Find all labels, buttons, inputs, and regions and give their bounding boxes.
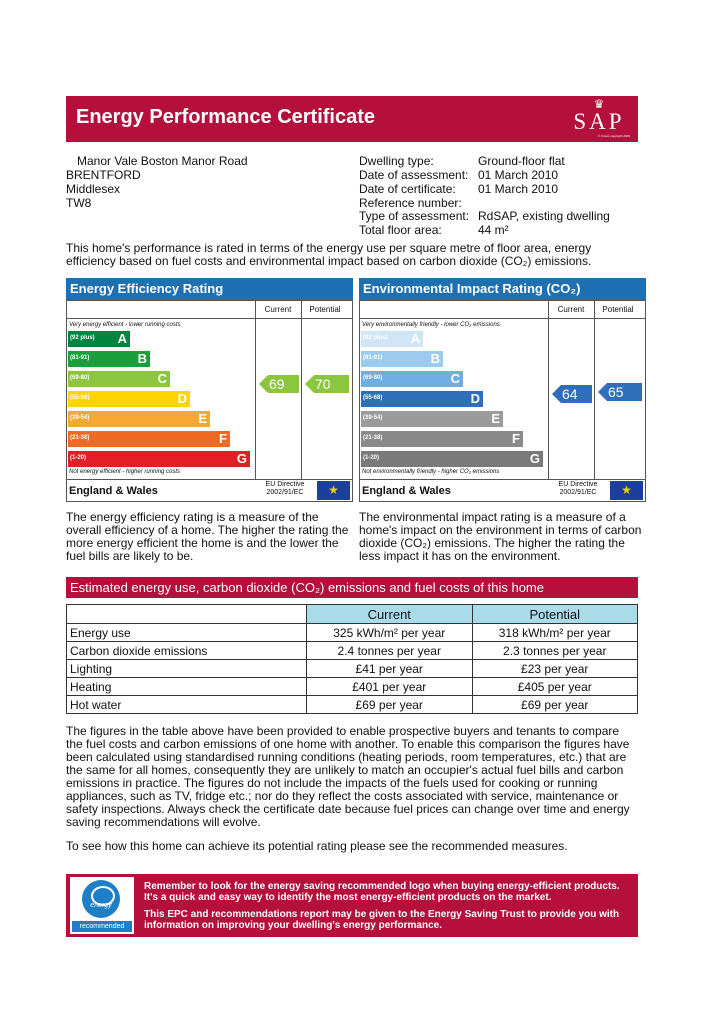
divider [594,301,595,479]
rating-box [359,300,646,502]
address-line-1: Manor Vale Boston Manor Road [77,154,248,168]
band-letter: E [198,411,207,426]
address-line-3: Middlesex [66,182,121,196]
detail-label: Dwelling type: [359,154,434,168]
bottom-caption: Not environmentally friendly - higher CO₂ emissions [362,469,500,475]
notice-message: This EPC and recommendations report may be given to the Energy Saving Trust to provide you with information on improving your dwelling's energy performance. [144,909,620,931]
band-range: (92 plus) [70,335,95,341]
divider [67,479,352,480]
band-letter: C [157,371,167,386]
rating-band-d [361,391,483,407]
divider [255,301,256,479]
band-range: (39-54) [363,415,383,421]
rating-band-d [68,391,190,407]
rating-band-a [361,331,423,347]
table-row [67,642,638,660]
table-header-row [67,605,638,624]
crown-icon: ♛ [593,97,605,111]
current-value: £41 per year [307,660,473,678]
current-value: 2.4 tonnes per year [307,642,473,660]
sap-logo-letters: SAP [573,109,625,134]
current-value: 325 kWh/m² per year [307,624,473,642]
environmental-impact-panel [359,278,646,502]
rating-band-g [361,451,543,467]
band-range: (92 plus) [363,335,388,341]
band-letter: G [236,451,247,466]
column-header: Potential [472,605,638,624]
detail-label: Date of assessment: [359,168,469,182]
band-letter: A [410,331,420,346]
eu-flag-icon: ★ [610,481,643,500]
notice-message: Remember to look for the energy saving recommended logo when buying energy-efficient products. It's a quick and easy way to identify the most energy-efficient products on the market. [144,881,620,903]
rating-band-b [361,351,443,367]
eu-directive: EU Directive 2002/91/EC [558,481,598,496]
rating-band-g [68,451,250,467]
detail-label: Date of certificate: [359,182,456,196]
detail-label: Type of assessment: [359,209,470,223]
band-letter: G [529,451,540,466]
column-potential: Potential [602,305,634,314]
bottom-caption: Not energy efficient - higher running costs [69,469,181,475]
row-label: Lighting [67,660,307,678]
detail-value: 44 m² [478,223,509,237]
band-letter: C [450,371,460,386]
band-range: (81-91) [70,355,90,361]
certificate-header [66,96,638,142]
band-letter: A [117,331,127,346]
band-range: (55-68) [363,395,383,401]
band-range: (69-80) [70,375,90,381]
column-current: Current [264,305,292,314]
band-letter: D [470,391,480,406]
divider [360,318,645,319]
band-range: (69-80) [363,375,383,381]
energy-rating-description: The energy efficiency rating is a measure of the overall efficiency of a home. The higher the rating the more energy efficient the home is and the lower the fuel bills are likely to be. [66,510,349,563]
figures-explanation: The figures in the table above have been provided to enable prospective buyers and tenants to compare the fuel costs and carbon emissions of one home with another. To enable this comparison the figures have been calculated using standardised running conditions (heating periods, room temperatures, etc.) that are the same for all homes, consequently they are unlikely to match an occupier's actual fuel bills and carbon emissions in practice. The figures do not include the impacts of the fuels used for cooking or running appliances, such as TV, fridge etc.; nor do they reflect the costs associated with service, maintenance or safety inspections. Always check the certificate date because fuel prices can change over time and energy saving recommendations will evolve. [66,724,630,829]
top-caption: Very environmentally friendly - lower CO₂ emissions [362,322,500,328]
top-caption: Very energy efficient - lower running costs [69,322,181,328]
current-rating-arrow [259,375,299,393]
rating-band-e [68,411,210,427]
potential-rating-value: 70 [315,376,331,392]
potential-rating-note: To see how this home can achieve its potential rating please see the recommended measures. [66,839,568,853]
divider [301,301,302,479]
detail-label: Total floor area: [359,223,442,237]
estimated-section-header [66,577,638,598]
panel-title: Energy Efficiency Rating [70,281,224,296]
band-letter: F [512,431,520,446]
row-label: Energy use [67,624,307,642]
energy-saving-logo-text: energy saving [82,880,120,918]
table-row [67,678,638,696]
rating-band-c [361,371,463,387]
recommended-label: recommended [72,921,132,932]
rating-box [66,300,353,502]
table-row [67,660,638,678]
band-range: (1-20) [70,455,87,461]
potential-value: £69 per year [472,696,638,714]
sap-logo [566,98,632,140]
band-letter: B [137,351,147,366]
current-value: £401 per year [307,678,473,696]
potential-rating-arrow [598,383,642,401]
environmental-rating-description: The environmental impact rating is a measure of a home's impact on the environment in terms of carbon dioxide (CO₂) emissions. The higher the rating the less impact it has on the environment. [359,510,642,563]
band-range: (39-54) [70,415,90,421]
address-line-2: BRENTFORD [66,168,141,182]
rating-band-e [361,411,503,427]
divider [548,301,549,479]
band-letter: B [430,351,440,366]
potential-rating-arrow [305,375,349,393]
rating-band-b [68,351,150,367]
divider [67,318,352,319]
eu-directive: EU Directive 2002/91/EC [265,481,305,496]
current-rating-value: 69 [269,376,285,392]
potential-value: 2.3 tonnes per year [472,642,638,660]
rating-band-f [361,431,523,447]
eu-flag-icon: ★ [317,481,350,500]
detail-value: 01 March 2010 [478,168,559,182]
estimated-costs-table [66,604,638,714]
table-row [67,624,638,642]
rating-band-a [68,331,130,347]
potential-rating-value: 65 [608,384,624,400]
potential-value: £405 per year [472,678,638,696]
sap-copyright: © Crown copyright 2009 [597,134,630,138]
band-letter: E [491,411,500,426]
column-header: Current [307,605,473,624]
detail-value: RdSAP, existing dwelling [478,209,610,223]
energy-saving-notice [66,874,638,961]
row-label: Hot water [67,696,307,714]
rating-band-c [68,371,170,387]
panel-header [66,278,353,300]
band-range: (55-68) [70,395,90,401]
potential-value: £23 per year [472,660,638,678]
potential-value: 318 kWh/m² per year [472,624,638,642]
panel-title: Environmental Impact Rating (CO₂) [363,281,581,296]
column-header [67,605,307,624]
row-label: Carbon dioxide emissions [67,642,307,660]
energy-efficiency-panel [66,278,353,502]
column-potential: Potential [309,305,341,314]
band-range: (81-91) [363,355,383,361]
detail-value: 01 March 2010 [478,182,559,196]
panel-header [359,278,646,300]
divider [360,479,645,480]
detail-label: Reference number: [359,196,462,210]
current-value: £69 per year [307,696,473,714]
column-current: Current [557,305,585,314]
section-title: Estimated energy use, carbon dioxide (CO₂) emissions and fuel costs of this home [70,580,544,595]
band-letter: D [177,391,187,406]
band-letter: F [219,431,227,446]
band-range: (1-20) [363,455,380,461]
band-range: (21-38) [70,435,90,441]
intro-text: This home's performance is rated in terms of the energy use per square metre of floor area, energy efficiency based on fuel costs and environmental impact based on carbon dioxide (CO₂) emissions. [66,241,592,268]
rating-band-f [68,431,230,447]
region-label: England & Wales [69,485,158,497]
region-label: England & Wales [362,485,451,497]
detail-value: Ground-floor flat [478,154,565,168]
address-line-4: TW8 [66,196,92,210]
current-rating-value: 64 [562,386,578,402]
energy-saving-recommended-logo [70,877,134,961]
row-label: Heating [67,678,307,696]
band-range: (21-38) [363,435,383,441]
table-row [67,696,638,714]
current-rating-arrow [552,385,592,403]
page-title: Energy Performance Certificate [76,106,376,128]
